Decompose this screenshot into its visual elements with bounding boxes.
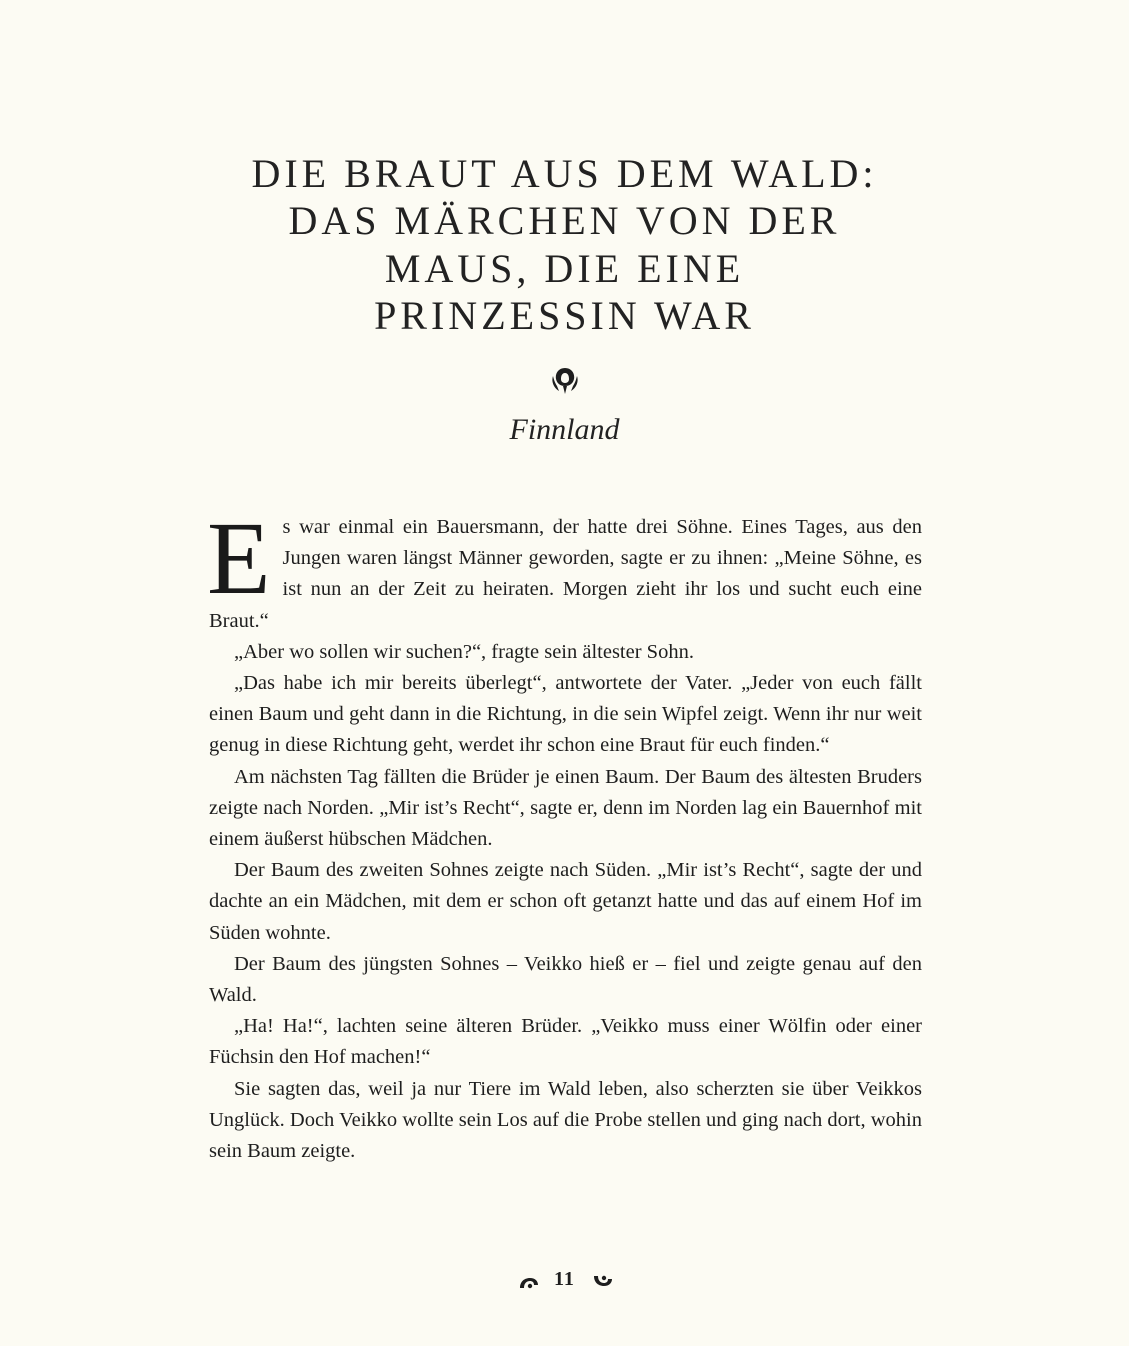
title-line-3: MAUS, DIE EINE: [384, 246, 745, 291]
title-line-4: PRINZESSIN WAR: [374, 293, 755, 338]
footer-ornament-left-icon: [518, 1276, 540, 1290]
fleuron-icon: [548, 366, 582, 396]
page-number: 11: [554, 1268, 575, 1290]
paragraph-3: „Das habe ich mir bereits überlegt“, antwortete der Vater. „Jeder von euch fällt einen Baum und geht dann in die Richtung, in die sein Wipfel zeigt. Wenn ihr nur weit genug in diese Richtung geht, werdet ihr schon eine Braut für euch finden.“: [209, 672, 922, 757]
page-footer: [514, 1268, 615, 1298]
story-text: [207, 501, 922, 1167]
title-line-1: DIE BRAUT AUS DEM WALD:: [251, 151, 878, 196]
paragraph-6: Der Baum des jüngsten Sohnes – Veikko hieß er – fiel und zeigte genau auf den Wald.: [209, 952, 922, 1007]
paragraph-8: Sie sagten das, weil ja nur Tiere im Wald leben, also scherzten sie über Veikkos Unglück. Doch Veikko wollte sein Los auf die Probe stellen und ging nach dort, wohin sein Baum zeigte.: [209, 1077, 922, 1163]
paragraph-5: Der Baum des zweiten Sohnes zeigte nach Süden. „Mir ist’s Recht“, sagte der und dachte an ein Mädchen, mit dem er schon oft getanzt hatte und das auf einem Hof im Süden wohnte.: [209, 859, 922, 944]
title-line-2: DAS MÄRCHEN VON DER: [288, 198, 841, 243]
paragraph-7: „Ha! Ha!“, lachten seine älteren Brüder. „Veikko muss einer Wölfin oder einer Füchsin den Hof machen!“: [209, 1015, 922, 1069]
paragraph-1: [207, 501, 922, 637]
drop-cap: E: [207, 501, 271, 616]
paragraph-text: s war einmal ein Bauersmann, der hatte drei Söhne. Eines Tages, aus den Jungen waren längst Männer geworden, sagte er zu ihnen: „Meine Söhne, es ist nun an der Zeit zu heiraten. Morgen zieht ihr los und sucht euch eine Braut.“: [209, 516, 922, 632]
footer-ornament-right-icon: [592, 1274, 614, 1288]
paragraph-4: Am nächsten Tag fällten die Brüder je einen Baum. Der Baum des ältesten Bruders zeigte nach Norden. „Mir ist’s Recht“, sagte er, denn im Norden lag ein Bauernhof mit einem äußerst hübschen Mädchen.: [209, 765, 922, 851]
region-subtitle: Finnland: [509, 413, 620, 446]
paragraph-2: „Aber wo sollen wir suchen?“, fragte sein ältester Sohn.: [234, 640, 694, 663]
